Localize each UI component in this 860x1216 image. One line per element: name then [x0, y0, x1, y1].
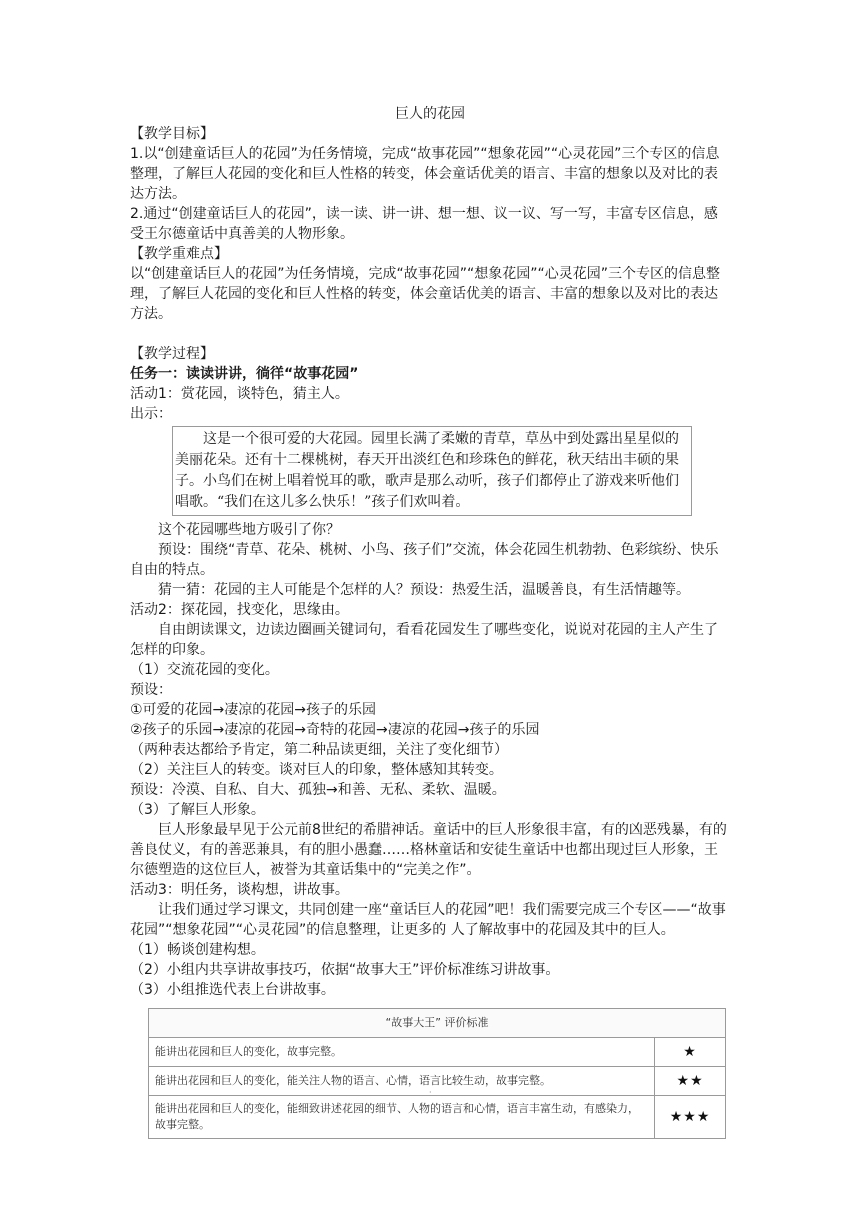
goal-1: 1.以“创建童话巨人的花园”为任务情境，完成“故事花园”“想象花园”“心灵花园”三个专区的信息整理，了解巨人花园的变化和巨人性格的转变，体会童话优美的语言、丰富的想象以及对比的表达方法。 [130, 146, 720, 202]
process-heading: 【教学过程】 [130, 346, 214, 362]
step-2: （2）关注巨人的转变。谈对巨人的印象，整体感知其转变。 [130, 762, 503, 778]
preset-2: 预设：冷漠、自私、自大、孤独→和善、无私、柔软、温暖。 [130, 782, 506, 798]
task-1-heading: 任务一：读读讲讲，徜徉“故事花园” [130, 366, 359, 382]
question-1: 这个花园哪些地方吸引了你？ [158, 522, 340, 538]
sub-step-3: （3）小组推选代表上台讲故事。 [130, 982, 335, 998]
key-heading: 【教学重难点】 [130, 246, 228, 262]
rubric-table [148, 1008, 726, 1139]
rubric-criteria: 能讲出花园和巨人的变化，能细致讲述花园的细节、人物的语言和心情，语言丰富生动，有感染力，故事完整。 [149, 1096, 655, 1139]
change-option-1: ①可爱的花园→凄凉的花园→孩子的乐园 [130, 702, 377, 718]
task-text: 让我们通过学习课文，共同创建一座“童话巨人的花园”吧！我们需要完成三个专区——“故事花园”“想象花园”“心灵花园”的信息整理，让更多的 人了解故事中的花园及其中的巨人。 [130, 902, 726, 938]
goal-heading: 【教学目标】 [130, 126, 214, 142]
giant-text: 巨人形象最早见于公元前8世纪的希腊神话。童话中的巨人形象很丰富，有的凶恶残暴，有的善良仗义，有的善恶兼具，有的胆小愚蠢……格林童话和安徒生童话中也都出现过巨人形象，王尔德塑造的这位巨人，被誉为其童话集中的“完美之作”。 [130, 822, 727, 878]
rubric-stars: ★★★ [655, 1096, 726, 1139]
guess-text: 猜一猜：花园的主人可能是个怎样的人？预设：热爱生活，温暖善良，有生活情趣等。 [158, 582, 690, 598]
read-aloud-text: 自由朗读课文，边读边圈画关键词句，看看花园发生了哪些变化，说说对花园的主人产生了怎样的印象。 [130, 622, 718, 658]
rubric-stars: ★ [655, 1038, 726, 1067]
table-row [149, 1096, 726, 1139]
activity-2: 活动2：探花园，找变化，思缘由。 [130, 602, 349, 618]
table-row [149, 1067, 726, 1096]
page-title: 巨人的花园 [395, 106, 465, 122]
activity-3: 活动3：明任务，谈构想，讲故事。 [130, 882, 349, 898]
rubric-stars: ★★ [655, 1067, 726, 1096]
step-1: （1）交流花园的变化。 [130, 662, 279, 678]
step-3: （3）了解巨人形象。 [130, 802, 265, 818]
show-label: 出示： [130, 406, 172, 422]
key-text: 以“创建童话巨人的花园”为任务情境，完成“故事花园”“想象花园”“心灵花园”三个专区的信息整理，了解巨人花园的变化和巨人性格的转变，体会童话优美的语言、丰富的想象以及对比的表达方法。 [130, 266, 721, 322]
page-marker-dot: · [429, 1088, 432, 1097]
blank-line [130, 324, 730, 344]
preset-label: 预设： [130, 682, 172, 698]
change-note: （两种表达都给予肯定，第二种品读更细，关注了变化细节） [130, 742, 508, 758]
document-body [130, 124, 730, 1139]
rubric-criteria: 能讲出花园和巨人的变化，故事完整。 [149, 1038, 655, 1067]
sub-step-1: （1）畅谈创建构想。 [130, 942, 265, 958]
change-option-2: ②孩子的乐园→凄凉的花园→奇特的花园→凄凉的花园→孩子的乐园 [130, 722, 540, 738]
table-row [149, 1038, 726, 1067]
rubric-criteria: 能讲出花园和巨人的变化，能关注人物的语言、心情，语言比较生动，故事完整。 [149, 1067, 655, 1096]
goal-2: 2.通过“创建童话巨人的花园”，读一读、讲一讲、想一想、议一议、写一写，丰富专区信息，感受王尔德童话中真善美的人物形象。 [130, 206, 718, 242]
preset-1: 预设：围绕“青草、花朵、桃树、小鸟、孩子们”交流，体会花园生机勃勃、色彩缤纷、快乐自由的特点。 [130, 542, 719, 578]
rubric-header: “故事大王” 评价标准 [149, 1009, 726, 1038]
sub-step-2: （2）小组内共享讲故事技巧，依据“故事大王”评价标准练习讲故事。 [130, 962, 560, 978]
quoted-passage: 这是一个很可爱的大花园。园里长满了柔嫩的青草，草丛中到处露出星星似的美丽花朵。还有十二棵桃树，春天开出淡红色和珍珠色的鲜花，秋天结出丰硕的果子。小鸟们在树上唱着悦耳的歌，歌声是那么动听，孩子们都停止了游戏来听他们唱歌。“我们在这儿多么快乐！”孩子们欢叫着。 [175, 431, 679, 510]
activity-1: 活动1：赏花园，谈特色，猜主人。 [130, 386, 349, 402]
quoted-passage-box [172, 426, 692, 516]
